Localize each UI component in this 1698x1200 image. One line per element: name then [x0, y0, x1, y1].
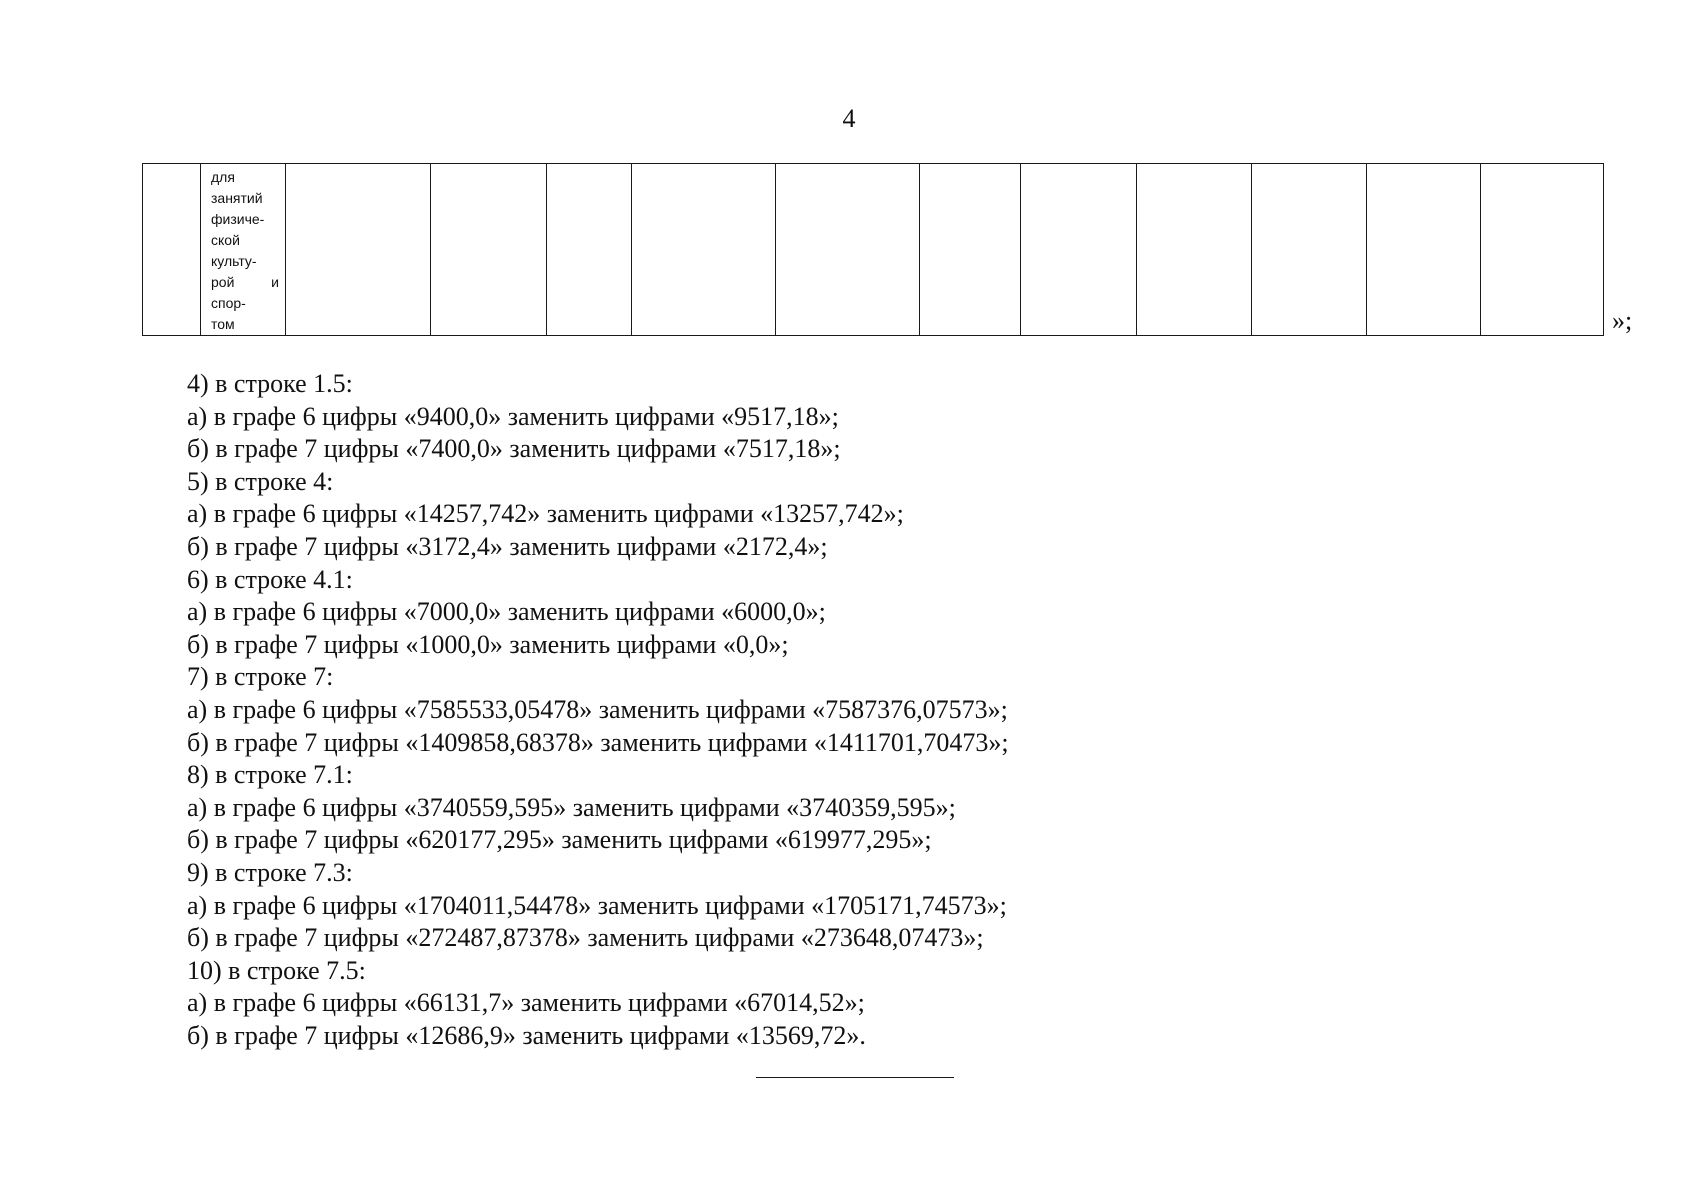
list-item: а) в графе 6 цифры «1704011,54478» заменить цифрами «1705171,74573»;	[187, 890, 1007, 920]
list-item: б) в графе 7 цифры «3172,4» заменить цифрами «2172,4»;	[187, 531, 828, 561]
list-item: а) в графе 6 цифры «14257,742» заменить цифрами «13257,742»;	[187, 499, 904, 529]
list-item: 4) в строке 1.5:	[187, 369, 353, 398]
table-cell-5	[547, 164, 632, 336]
table-cell-8	[920, 164, 1021, 336]
table-row	[143, 164, 1604, 336]
table-cell-2	[201, 164, 286, 336]
end-rule	[756, 1077, 954, 1078]
cell-line-right: и	[271, 274, 279, 290]
cell-line: культу-	[211, 253, 257, 269]
table-cell-7	[776, 164, 920, 336]
list-item: б) в графе 7 цифры «12686,9» заменить цифрами «13569,72».	[187, 1020, 866, 1050]
list-item: б) в графе 7 цифры «620177,295» заменить цифрами «619977,295»;	[187, 825, 932, 855]
list-item: а) в графе 6 цифры «66131,7» заменить цифрами «67014,52»;	[187, 988, 865, 1018]
list-item: а) в графе 6 цифры «7000,0» заменить цифрами «6000,0»;	[187, 597, 826, 627]
cell-line-left: рой	[211, 274, 235, 290]
table-cell-6	[632, 164, 776, 336]
cell-line: занятий	[211, 190, 263, 206]
list-item: 7) в строке 7:	[187, 662, 334, 692]
list-item: 9) в строке 7.3:	[187, 857, 353, 887]
cell-line: спор-	[211, 295, 246, 311]
table-cell-12	[1367, 164, 1481, 336]
list-item: б) в графе 7 цифры «7400,0» заменить цифрами «7517,18»;	[187, 434, 841, 464]
table-cell-1	[143, 164, 201, 336]
cell-line: ской	[211, 232, 240, 248]
table-cell-13	[1481, 164, 1604, 336]
list-item: 10) в строке 7.5:	[187, 955, 366, 985]
table-fragment	[142, 163, 1604, 336]
table-cell-3	[286, 164, 431, 336]
list-item: б) в графе 7 цифры «1409858,68378» заменить цифрами «1411701,70473»;	[187, 727, 1009, 757]
list-item: а) в графе 6 цифры «3740559,595» заменить цифрами «3740359,595»;	[187, 792, 956, 822]
cell-line: для	[211, 169, 235, 185]
cell-line-split	[211, 272, 279, 293]
list-item: 8) в строке 7.1:	[187, 760, 353, 790]
closing-quote: »;	[1612, 306, 1633, 335]
list-item: а) в графе 6 цифры «7585533,05478» заменить цифрами «7587376,07573»;	[187, 694, 1008, 724]
page-number: 4	[842, 104, 856, 133]
table-cell-text	[201, 164, 285, 335]
table-cell-4	[431, 164, 547, 336]
table-cell-11	[1252, 164, 1367, 336]
list-item: а) в графе 6 цифры «9400,0» заменить цифрами «9517,18»;	[187, 401, 839, 431]
cell-line: том	[211, 316, 235, 332]
list-item: б) в графе 7 цифры «1000,0» заменить цифрами «0,0»;	[187, 629, 789, 659]
list-item: 5) в строке 4:	[187, 466, 334, 496]
cell-line: физиче-	[211, 211, 265, 227]
amendments-list	[187, 368, 1009, 1052]
list-item: 6) в строке 4.1:	[187, 564, 353, 594]
list-item: б) в графе 7 цифры «272487,87378» заменить цифрами «273648,07473»;	[187, 923, 984, 953]
table-cell-9	[1021, 164, 1137, 336]
table-cell-10	[1137, 164, 1252, 336]
